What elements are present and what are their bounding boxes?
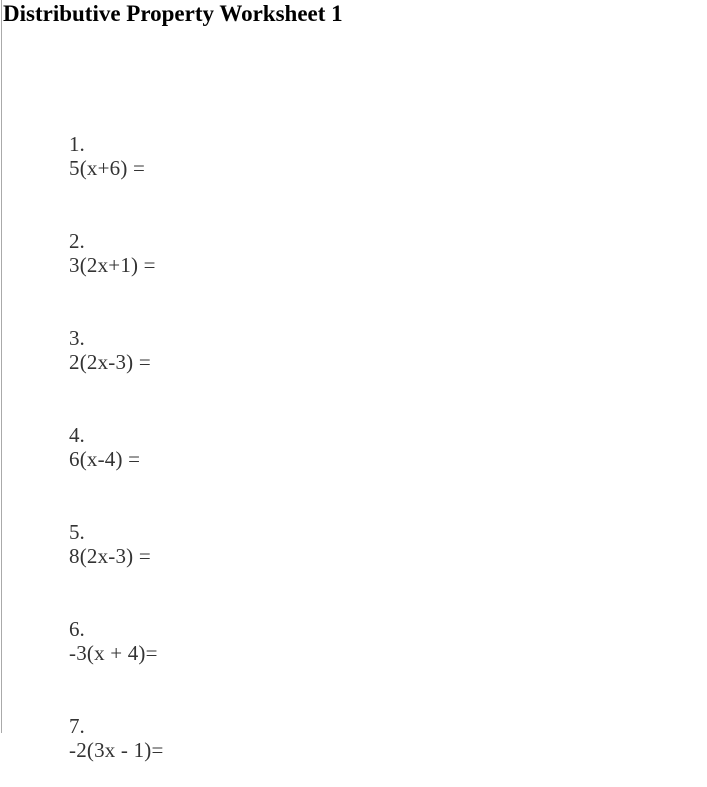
problem-list bbox=[48, 108, 164, 787]
problem-expression: 5(x+6) = bbox=[69, 156, 146, 180]
problem-row bbox=[48, 593, 164, 665]
problem-number: 7. bbox=[69, 714, 85, 738]
left-border-rule bbox=[1, 0, 2, 733]
problem-row bbox=[48, 108, 164, 180]
problem-expression: 6(x-4) = bbox=[69, 447, 141, 471]
problem-number: 2. bbox=[69, 229, 85, 253]
problem-number: 1. bbox=[69, 132, 85, 156]
problem-expression: -2(3x - 1)= bbox=[69, 738, 164, 762]
problem-expression: 3(2x+1) = bbox=[69, 253, 156, 277]
problem-expression: 2(2x-3) = bbox=[69, 350, 151, 374]
problem-row bbox=[48, 399, 164, 471]
problem-number: 3. bbox=[69, 326, 85, 350]
problem-number: 5. bbox=[69, 520, 85, 544]
page-title: Distributive Property Worksheet 1 bbox=[3, 1, 343, 26]
problem-row bbox=[48, 690, 164, 762]
problem-expression: 8(2x-3) = bbox=[69, 544, 151, 568]
problem-row bbox=[48, 496, 164, 568]
problem-row bbox=[48, 205, 164, 277]
problem-number: 6. bbox=[69, 617, 85, 641]
problem-expression: -3(x + 4)= bbox=[69, 641, 158, 665]
problem-row bbox=[48, 302, 164, 374]
problem-number: 4. bbox=[69, 423, 85, 447]
